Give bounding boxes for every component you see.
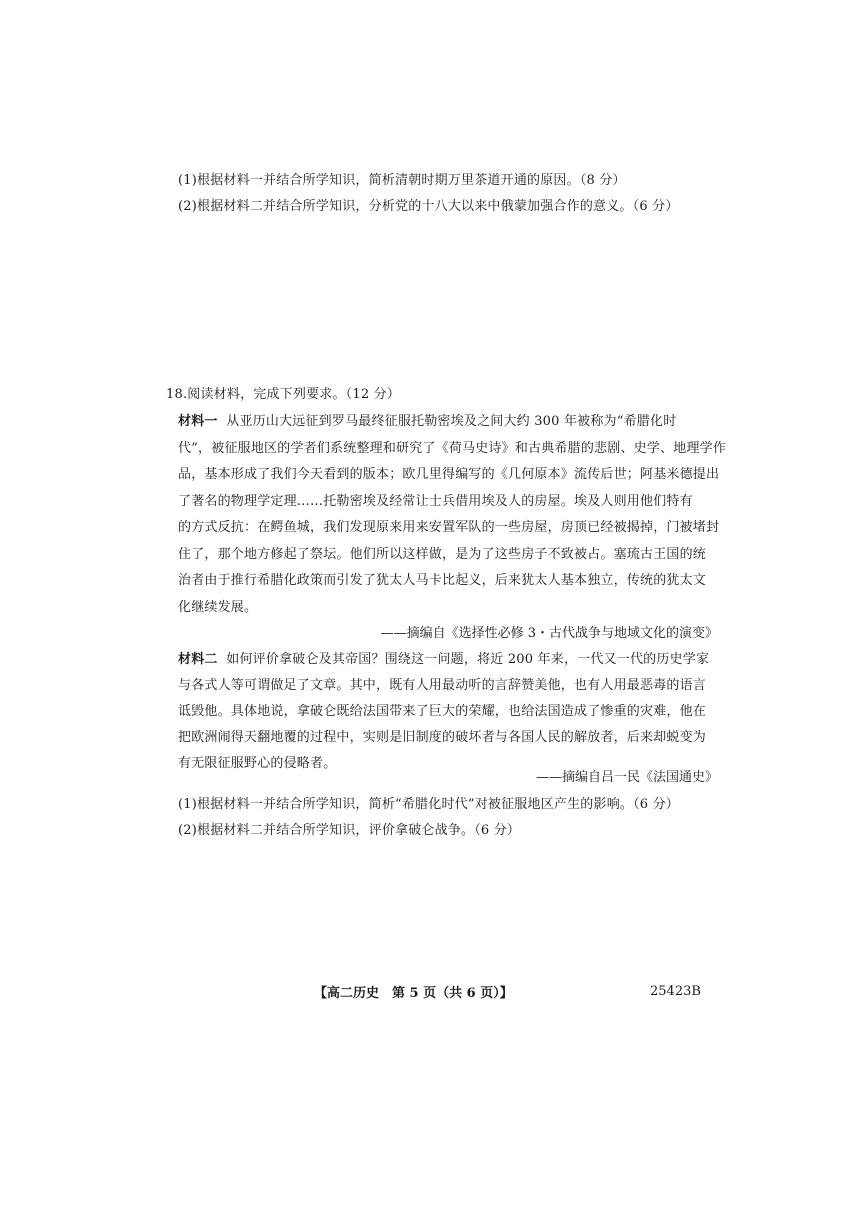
material2-line-1 bbox=[178, 652, 709, 668]
material1-line-5: 的方式反抗：在鳄鱼城，我们发现原来用来安置军队的一些房屋，房顶已经被揭掉，门被堵封 bbox=[178, 520, 720, 535]
q18-header: 18.阅读材料，完成下列要求。（12 分） bbox=[166, 387, 401, 402]
material1-line-6: 住了，那个地方修起了祭坛。他们所以这样做，是为了这些房子不致被占。塞琉古王国的统 bbox=[178, 547, 707, 562]
q17-subquestion-2: (2)根据材料二并结合所学知识，分析党的十八大以来中俄蒙加强合作的意义。（6 分） bbox=[178, 199, 679, 214]
material2-label: 材料二 bbox=[178, 652, 218, 667]
material2-source: ——摘编自吕一民《法国通史》 bbox=[535, 770, 718, 785]
material1-source: ——摘编自《选择性必修 3・古代战争与地域文化的演变》 bbox=[380, 626, 718, 641]
page-footer-code: 25423B bbox=[650, 984, 701, 999]
q18-subquestion-1: (1)根据材料一并结合所学知识，简析“希腊化时代”对被征服地区产生的影响。（6 分） bbox=[178, 797, 680, 812]
material1-line-1 bbox=[178, 414, 676, 430]
material1-text: 从亚历山大远征到罗马最终征服托勒密埃及之间大约 300 年被称为“希腊化时 bbox=[226, 414, 677, 429]
material2-line-5: 有无限征服野心的侵略者。 bbox=[178, 756, 337, 771]
material1-line-7: 治者由于推行希腊化政策而引发了犹太人马卡比起义，后来犹太人基本独立，传统的犹太文 bbox=[178, 573, 707, 588]
material2-line-4: 把欧洲闹得天翻地覆的过程中，实则是旧制度的破坏者与各国人民的解放者，后来却蜕变为 bbox=[178, 730, 707, 745]
material1-label: 材料一 bbox=[178, 414, 218, 429]
page-footer-title: 【高二历史 第 5 页（共 6 页）】 bbox=[314, 986, 513, 1001]
material2-line-2: 与各式人等可谓做足了文章。其中，既有人用最动听的言辞赞美他，也有人用最恶毒的语言 bbox=[178, 678, 707, 693]
material1-line-8: 化继续发展。 bbox=[178, 600, 258, 615]
material2-line-3: 诋毁他。具体地说，拿破仑既给法国带来了巨大的荣耀，也给法国造成了惨重的灾难，他在 bbox=[178, 704, 707, 719]
material2-text: 如何评价拿破仑及其帝国？围绕这一问题，将近 200 年来，一代又一代的历史学家 bbox=[226, 652, 710, 667]
material1-line-3: 品，基本形成了我们今天看到的版本；欧几里得编写的《几何原本》流传后世；阿基米德提出 bbox=[178, 467, 720, 482]
material1-line-2: 代”，被征服地区的学者们系统整理和研究了《荷马史诗》和古典希腊的悲剧、史学、地理学作 bbox=[178, 441, 727, 456]
q18-subquestion-2: (2)根据材料二并结合所学知识，评价拿破仑战争。（6 分） bbox=[178, 823, 521, 838]
q17-subquestion-1: (1)根据材料一并结合所学知识，简析清朝时期万里茶道开通的原因。（8 分） bbox=[178, 173, 626, 188]
material1-line-4: 了著名的物理学定理……托勒密埃及经常让士兵借用埃及人的房屋。埃及人则用他们特有 bbox=[178, 494, 693, 509]
